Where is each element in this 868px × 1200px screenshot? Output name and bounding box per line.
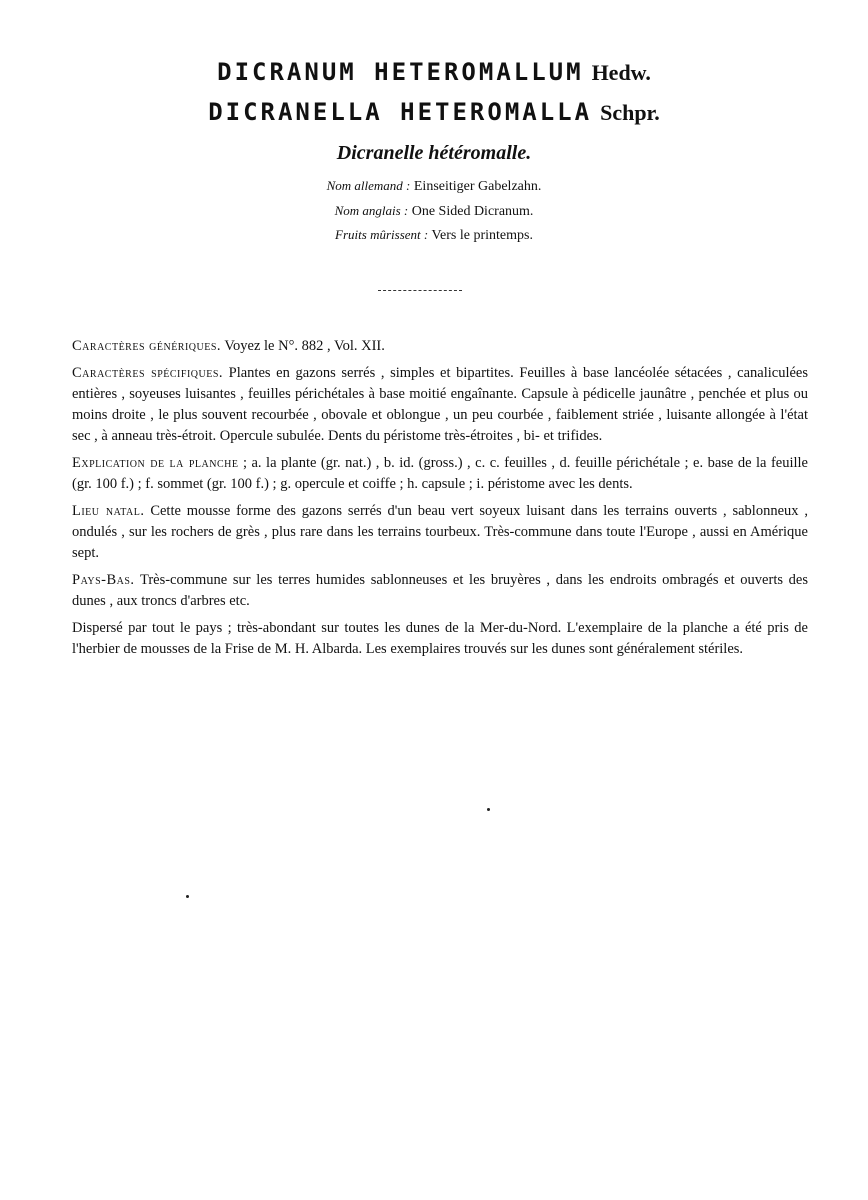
meta-german-name	[0, 178, 868, 195]
label-netherlands: Pays-Bas.	[72, 572, 135, 588]
text-netherlands: Très-commune sur les terres humides sablonneuses et les bruyères , dans les endroits ombragés et ouverts des dunes , aux troncs d'arbres etc.	[72, 572, 808, 609]
title-line-2	[0, 98, 868, 126]
paragraph-explanation	[72, 453, 808, 495]
meta-fruiting-value: Vers le printemps.	[431, 228, 533, 243]
label-specific: Caractères spécifiques.	[72, 365, 224, 381]
meta-german-label: Nom allemand :	[326, 178, 411, 193]
paragraph-netherlands	[72, 570, 808, 612]
paragraph-habitat	[72, 501, 808, 564]
meta-german-value: Einseitiger Gabelzahn.	[413, 179, 542, 194]
ink-speck	[186, 895, 189, 898]
description-body	[72, 336, 808, 666]
meta-fruiting-label: Fruits mûrissent :	[335, 227, 429, 242]
paragraph-dispersal	[72, 618, 808, 660]
label-explanation: Explication de la planche	[72, 455, 239, 471]
meta-english-name	[0, 203, 868, 220]
species-name-dicranella: DICRANELLA HETEROMALLA	[208, 98, 593, 126]
meta-english-label: Nom anglais :	[334, 203, 409, 218]
paragraph-specific	[72, 363, 808, 447]
section-divider	[378, 290, 462, 291]
author-schpr: Schpr.	[600, 100, 660, 125]
text-explanation: ; a. la plante (gr. nat.) , b. id. (gross.) , c. c. feuilles , d. feuille périchétale ; e. base de la feuille (gr. 100 f.) ; f. sommet (gr. 100 f.) ; g. opercule et coiffe ; h. capsule ; i. péristome avec les dents.	[72, 455, 808, 492]
label-habitat: Lieu natal.	[72, 503, 145, 519]
text-habitat: Cette mousse forme des gazons serrés d'un beau vert soyeux luisant dans les terrains ouverts , sablonneux , ondulés , sur les rochers de grès , plus rare dans les terrains tourbeux. Très-commune dans toute l'Europe , aussi en Amérique sept.	[72, 503, 808, 561]
text-specific: Plantes en gazons serrés , simples et bipartites. Feuilles à base lancéolée sétacées , canaliculées entières , soyeuses luisantes , feuilles périchétales à base moitié engaînante. Capsule à pédicelle jaunâtre , penchée et plus ou moins droite , le plus souvent recourbée , obovale et oblongue , un peu courbée , faiblement striée , luisante allongée à l'état sec , à anneau très-étroit. Opercule subulée. Dents du péristome très-étroites , bi- et trifides.	[72, 365, 808, 444]
species-name-dicranum: DICRANUM HETEROMALLUM	[217, 58, 584, 86]
french-common-name: Dicranelle hétéromalle.	[336, 142, 532, 164]
text-generic: Voyez le N°. 882 , Vol. XII.	[221, 338, 385, 354]
meta-fruiting	[0, 227, 868, 244]
title-line-1	[0, 58, 868, 86]
ink-speck	[487, 808, 490, 811]
text-dispersal: Dispersé par tout le pays ; très-abondant sur toutes les dunes de la Mer-du-Nord. L'exemplaire de la planche a été pris de l'herbier de mousses de la Frise de M. H. Albarda. Les exemplaires trouvés sur les dunes sont généralement stériles.	[72, 620, 808, 657]
meta-english-value: One Sided Dicranum.	[411, 204, 534, 219]
label-generic: Caractères génériques.	[72, 338, 222, 354]
paragraph-generic	[72, 336, 808, 357]
author-hedw: Hedw.	[591, 60, 651, 85]
